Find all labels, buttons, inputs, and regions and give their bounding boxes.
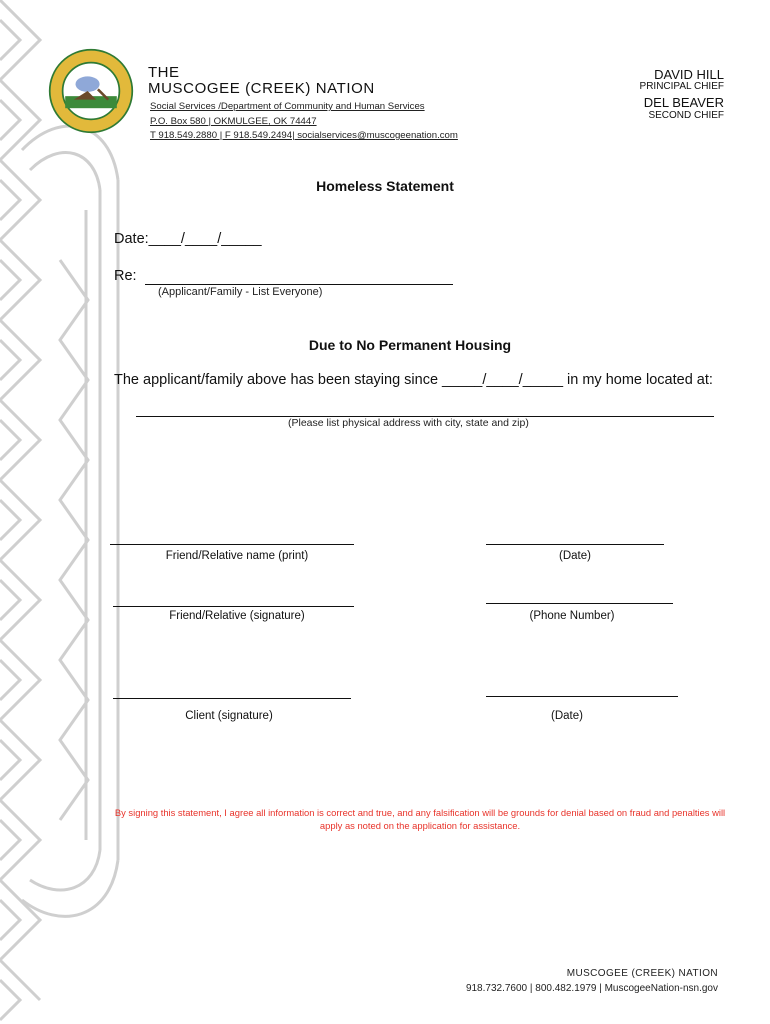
org-name-line1: THE: [148, 64, 180, 81]
principal-chief-name: DAVID HILL: [654, 67, 724, 82]
second-chief-title: SECOND CHIEF: [648, 110, 724, 121]
decorative-side-pattern: [0, 0, 120, 1024]
date-line-2[interactable]: [486, 682, 678, 697]
friend-signature-line[interactable]: [113, 592, 354, 607]
address-hint: (Please list physical address with city, state and zip): [288, 417, 529, 429]
principal-chief-title: PRINCIPAL CHIEF: [639, 81, 724, 92]
friend-signature-label: Friend/Relative (signature): [169, 610, 305, 622]
date-line-1[interactable]: [486, 530, 664, 545]
client-signature-label: Client (signature): [185, 710, 273, 722]
second-chief-name: DEL BEAVER: [643, 95, 724, 110]
date-label-1: (Date): [559, 550, 591, 562]
phone-line[interactable]: [486, 589, 673, 604]
date-label-2: (Date): [551, 710, 583, 722]
footer-org: MUSCOGEE (CREEK) NATION: [566, 968, 718, 979]
footer-contact: 918.732.7600 | 800.482.1979 | MuscogeeNation-nsn.gov: [465, 983, 718, 994]
address-input-line[interactable]: [136, 400, 714, 417]
contact-department: Social Services /Department of Community and Human Services: [150, 101, 425, 112]
nation-seal-logo: [48, 48, 134, 134]
legal-notice: By signing this statement, I agree all information is correct and true, and any falsification will be grounds for denial based on fraud and penalties will apply as noted on the application for assistance.: [114, 807, 726, 831]
phone-label: (Phone Number): [529, 610, 615, 622]
re-label: Re:: [114, 268, 137, 284]
form-title: Homeless Statement: [316, 178, 454, 194]
contact-phone-email: T 918.549.2880 | F 918.549.2494| socialservices@muscogeenation.com: [150, 130, 458, 141]
client-signature-line[interactable]: [113, 684, 351, 699]
org-name-line2: MUSCOGEE (CREEK) NATION: [148, 80, 375, 97]
section-title: Due to No Permanent Housing: [308, 337, 512, 353]
re-input-line[interactable]: [145, 270, 453, 285]
statement-text: The applicant/family above has been staying since _____/____/_____ in my home located at:: [114, 372, 713, 388]
friend-name-label: Friend/Relative name (print): [165, 550, 309, 562]
friend-name-line[interactable]: [110, 530, 354, 545]
re-hint: (Applicant/Family - List Everyone): [158, 286, 323, 298]
contact-address: P.O. Box 580 | OKMULGEE, OK 74447: [150, 116, 317, 127]
date-field[interactable]: Date:____/____/_____: [114, 231, 262, 247]
